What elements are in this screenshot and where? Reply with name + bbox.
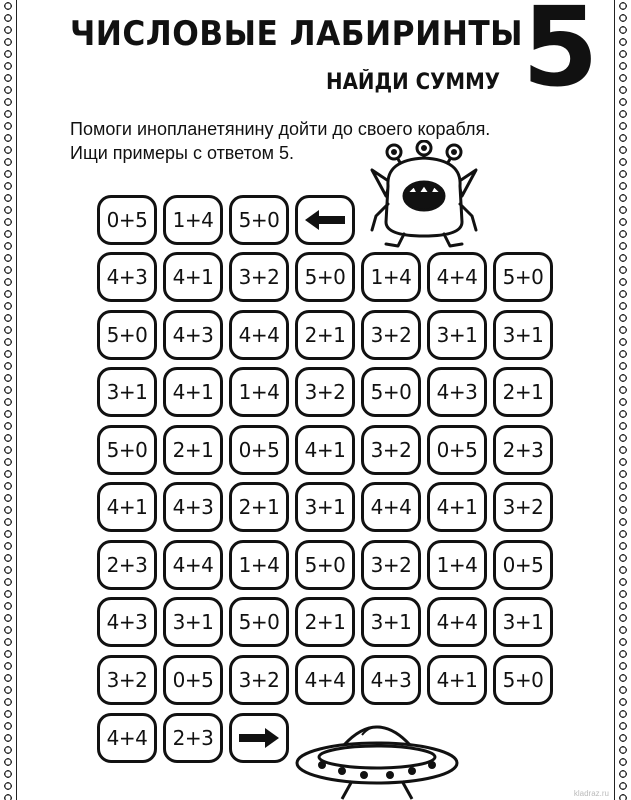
arrow-right-icon-box	[229, 713, 289, 763]
maze-cell[interactable]: 1+4	[427, 540, 487, 590]
maze-cell[interactable]: 4+1	[427, 655, 487, 705]
decorative-border-left	[2, 0, 14, 800]
maze-cell[interactable]: 4+3	[163, 310, 223, 360]
maze-cell[interactable]: 1+4	[229, 367, 289, 417]
maze-cell[interactable]: 3+2	[361, 540, 421, 590]
maze-start-cell[interactable]: 1+4	[163, 195, 223, 245]
maze-cell[interactable]: 2+1	[163, 425, 223, 475]
maze-cell[interactable]: 4+4	[427, 597, 487, 647]
maze-end-cell[interactable]: 2+3	[163, 713, 223, 763]
maze-start-cell[interactable]: 0+5	[97, 195, 157, 245]
arrow-left-icon-box	[295, 195, 355, 245]
maze-cell[interactable]: 5+0	[97, 425, 157, 475]
maze-end-cell[interactable]: 4+4	[97, 713, 157, 763]
maze-cell[interactable]: 5+0	[295, 252, 355, 302]
maze-cell[interactable]: 3+2	[229, 655, 289, 705]
maze-cell[interactable]: 3+1	[427, 310, 487, 360]
maze-cell[interactable]: 2+3	[97, 540, 157, 590]
arrow-right-icon	[237, 726, 281, 750]
maze-cell[interactable]: 3+2	[361, 425, 421, 475]
maze-cell[interactable]: 2+3	[493, 425, 553, 475]
maze-cell[interactable]: 2+1	[493, 367, 553, 417]
maze-cell[interactable]: 3+1	[97, 367, 157, 417]
arrow-left-icon	[303, 208, 347, 232]
maze-cell[interactable]: 5+0	[493, 252, 553, 302]
maze-cell[interactable]: 4+1	[163, 252, 223, 302]
border-line-right	[614, 0, 615, 800]
maze-cell[interactable]: 0+5	[427, 425, 487, 475]
maze-cell[interactable]: 4+1	[97, 482, 157, 532]
maze-cell[interactable]: 3+2	[493, 482, 553, 532]
maze-cell[interactable]: 4+4	[229, 310, 289, 360]
maze-cell[interactable]: 4+3	[163, 482, 223, 532]
maze-cell[interactable]: 0+5	[493, 540, 553, 590]
instruction-line: Помоги инопланетянину дойти до своего корабля.	[70, 119, 491, 139]
maze-cell[interactable]: 2+1	[295, 597, 355, 647]
maze-cell[interactable]: 2+1	[295, 310, 355, 360]
maze-cell[interactable]: 0+5	[163, 655, 223, 705]
maze-cell[interactable]: 2+1	[229, 482, 289, 532]
maze-cell[interactable]: 5+0	[295, 540, 355, 590]
maze-cell[interactable]: 5+0	[493, 655, 553, 705]
maze-cell[interactable]: 4+4	[163, 540, 223, 590]
maze-cell[interactable]: 1+4	[361, 252, 421, 302]
maze-cell[interactable]: 5+0	[229, 597, 289, 647]
ufo-spaceship-illustration	[292, 713, 462, 800]
maze-cell[interactable]: 4+1	[427, 482, 487, 532]
maze-cell[interactable]: 4+3	[97, 597, 157, 647]
maze-cell[interactable]: 4+3	[361, 655, 421, 705]
maze-cell[interactable]: 5+0	[97, 310, 157, 360]
credit-text: kladraz.ru	[573, 789, 609, 798]
maze-cell[interactable]: 4+3	[97, 252, 157, 302]
maze-cell[interactable]: 3+1	[493, 310, 553, 360]
maze-cell[interactable]: 4+4	[295, 655, 355, 705]
page-subtitle: НАЙДИ СУММУ	[326, 70, 501, 95]
target-number: 5	[522, 0, 599, 111]
decorative-border-right	[617, 0, 629, 800]
maze-cell[interactable]: 1+4	[229, 540, 289, 590]
alien-illustration	[368, 140, 480, 250]
maze-cell[interactable]: 3+2	[229, 252, 289, 302]
maze-cell[interactable]: 3+1	[163, 597, 223, 647]
instruction-line: Ищи примеры с ответом 5.	[70, 143, 295, 163]
maze-cell[interactable]: 5+0	[361, 367, 421, 417]
maze-cell[interactable]: 3+2	[361, 310, 421, 360]
maze-cell[interactable]: 3+2	[97, 655, 157, 705]
maze-cell[interactable]: 4+1	[295, 425, 355, 475]
maze-cell[interactable]: 3+2	[295, 367, 355, 417]
page-title: ЧИСЛОВЫЕ ЛАБИРИНТЫ	[70, 14, 524, 54]
maze-cell[interactable]: 4+4	[361, 482, 421, 532]
maze-cell[interactable]: 3+1	[493, 597, 553, 647]
border-line-left	[16, 0, 17, 800]
maze-cell[interactable]: 3+1	[295, 482, 355, 532]
maze-cell[interactable]: 3+1	[361, 597, 421, 647]
maze-cell[interactable]: 4+4	[427, 252, 487, 302]
maze-cell[interactable]: 4+1	[163, 367, 223, 417]
maze-start-cell[interactable]: 5+0	[229, 195, 289, 245]
maze-cell[interactable]: 4+3	[427, 367, 487, 417]
maze-cell[interactable]: 0+5	[229, 425, 289, 475]
